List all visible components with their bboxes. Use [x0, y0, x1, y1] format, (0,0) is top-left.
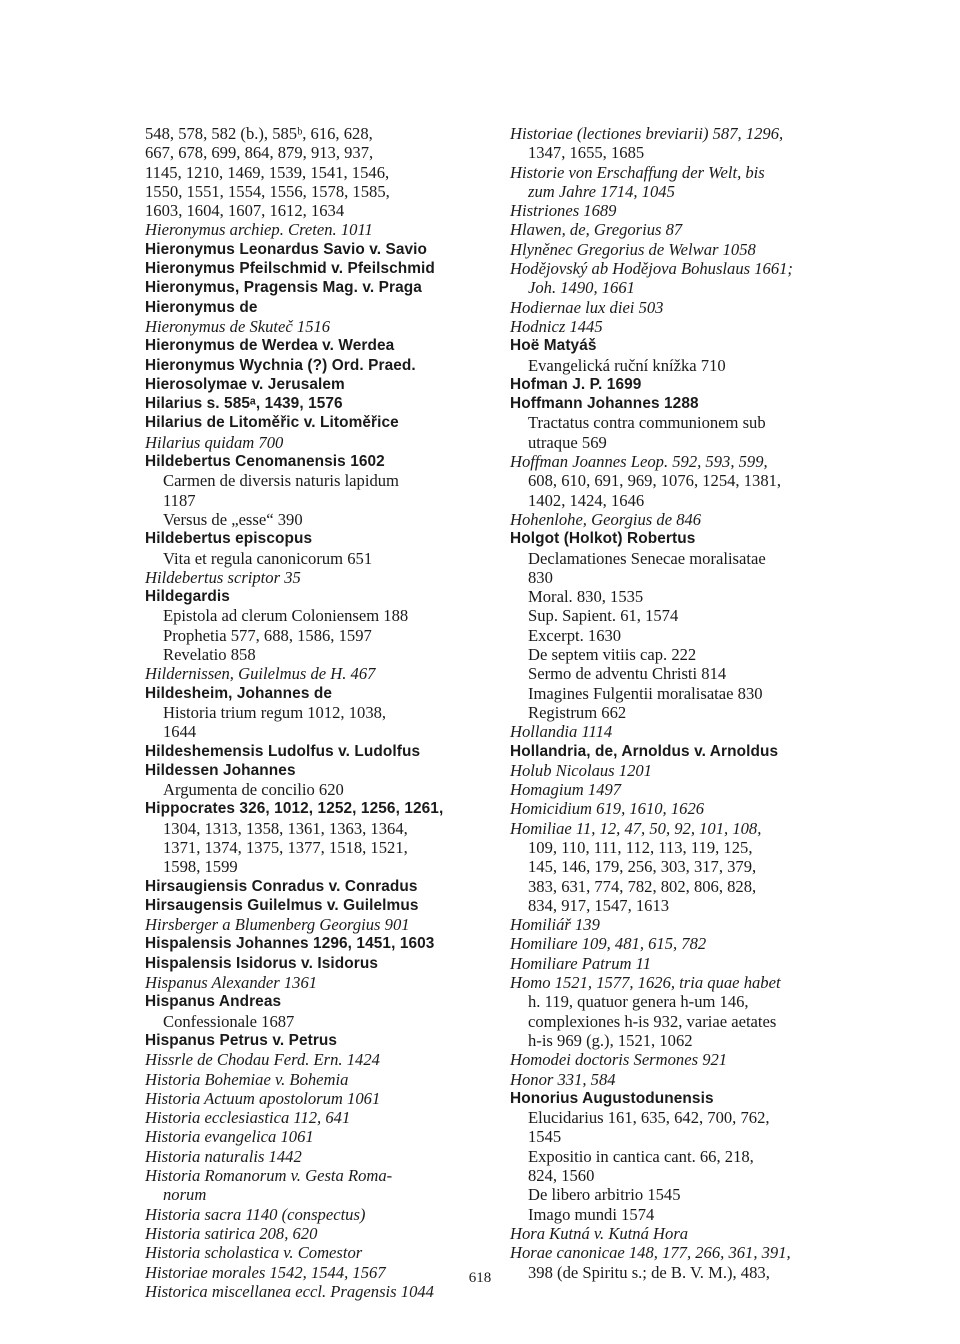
- index-subentry: Expositio in cantica cant. 66, 218,: [528, 1146, 754, 1166]
- index-subentry: Declamationes Senecae moralisatae: [528, 548, 766, 568]
- index-continuation: Joh. 1490, 1661: [528, 278, 635, 298]
- index-continuation: 608, 610, 691, 969, 1076, 1254, 1381,: [528, 471, 782, 491]
- index-continuation: 1598, 1599: [163, 857, 238, 877]
- index-subentry: 1644: [163, 722, 197, 742]
- index-heading-italic: Hoffman Joannes Leop. 592, 593, 599,: [510, 452, 768, 472]
- index-continuation: 1550, 1551, 1554, 1556, 1578, 1585,: [145, 181, 390, 201]
- index-continuation: complexiones h-is 932, variae aetates: [528, 1011, 777, 1031]
- index-continuation: 1371, 1374, 1375, 1377, 1518, 1521,: [163, 837, 408, 857]
- index-heading-italic: Historia naturalis 1442: [145, 1146, 302, 1166]
- index-heading-italic: Horae canonicae 148, 177, 266, 361, 391,: [510, 1243, 791, 1263]
- index-heading-italic: Holub Nicolaus 1201: [510, 760, 652, 780]
- index-continuation: 398 (de Spiritu s.; de B. V. M.), 483,: [528, 1262, 770, 1282]
- index-heading-italic: Historia evangelica 1061: [145, 1127, 314, 1147]
- index-heading-italic: Historie von Erschaffung der Welt, bis: [510, 162, 765, 182]
- index-subentry: Excerpt. 1630: [528, 625, 622, 645]
- index-heading-italic: Honor 331, 584: [510, 1069, 616, 1089]
- index-heading-bold: Hispanus Petrus v. Petrus: [145, 1031, 338, 1049]
- index-heading-italic: Hirsberger a Blumenberg Georgius 901: [145, 915, 410, 935]
- index-subentry: Registrum 662: [528, 702, 627, 722]
- index-heading-italic: Hodějovský ab Hodějova Bohuslaus 1661;: [510, 259, 793, 279]
- index-subentry: Sermo de adventu Christi 814: [528, 664, 727, 684]
- index-continuation: h-is 969 (g.), 1521, 1062: [528, 1030, 693, 1050]
- index-subentry: Vita et regula canonicorum 651: [163, 548, 373, 568]
- index-heading-italic: Historia sacra 1140 (conspectus): [145, 1204, 366, 1224]
- index-subentry: Prophetia 577, 688, 1586, 1597: [163, 625, 372, 645]
- index-heading-bold: Hispalensis Isidorus v. Isidorus: [145, 954, 378, 972]
- index-heading-bold: Hieronymus Wychnia (?) Ord. Praed.: [145, 356, 416, 374]
- index-subentry: Evangelická ruční knížka 710: [528, 355, 726, 375]
- index-subentry: Imagines Fulgentii moralisatae 830: [528, 683, 763, 703]
- index-subentry: Historia trium regum 1012, 1038,: [163, 702, 387, 722]
- index-continuation: 383, 631, 774, 782, 802, 806, 828,: [528, 876, 757, 896]
- index-heading-italic: Hieronymus archiep. Creten. 1011: [145, 220, 373, 240]
- index-subentry: Confessionale 1687: [163, 1011, 295, 1031]
- index-heading-bold: Hildegardis: [145, 588, 230, 606]
- index-heading-italic: Hollandia 1114: [510, 722, 613, 742]
- index-continuation: 1304, 1313, 1358, 1361, 1363, 1364,: [163, 818, 408, 838]
- index-heading-italic: Hodiernae lux diei 503: [510, 297, 664, 317]
- index-heading-bold: Hildeshemensis Ludolfus v. Ludolfus: [145, 742, 421, 760]
- index-heading-italic: Hildebertus scriptor 35: [145, 567, 301, 587]
- index-heading-italic: Histriones 1689: [510, 201, 617, 221]
- index-heading-italic: Homicidium 619, 1610, 1626: [510, 799, 705, 819]
- index-continuation: 667, 678, 699, 864, 879, 913, 937,: [145, 143, 374, 163]
- index-heading-italic: Hora Kutná v. Kutná Hora: [510, 1223, 689, 1243]
- index-heading-bold: Hieronymus Leonardus Savio v. Savio: [145, 240, 428, 258]
- index-heading-italic: Homiliae 11, 12, 47, 50, 92, 101, 108,: [510, 818, 762, 838]
- index-heading-italic: Historia satirica 208, 620: [145, 1223, 318, 1243]
- index-subentry: utraque 569: [528, 432, 607, 452]
- index-heading-bold: Hollandria, de, Arnoldus v. Arnoldus: [510, 742, 779, 760]
- index-heading-italic: Historia scholastica v. Comestor: [145, 1243, 363, 1263]
- index-heading-bold: Hildessen Johannes: [145, 761, 296, 779]
- index-continuation: 109, 110, 111, 112, 113, 119, 125,: [528, 837, 753, 857]
- index-heading-bold: Hilarius s. 585ᵃ, 1439, 1576: [145, 395, 343, 413]
- index-heading-bold: Hispalensis Johannes 1296, 1451, 1603: [145, 935, 435, 953]
- index-continuation: h. 119, quatuor genera h-um 146,: [528, 992, 749, 1012]
- left-column: [145, 124, 495, 1301]
- index-heading-italic: Homo 1521, 1577, 1626, tria quae habet: [510, 973, 781, 993]
- index-subentry: Versus de „esse“ 390: [163, 509, 303, 529]
- index-heading-italic: Hilarius quidam 700: [145, 432, 284, 452]
- index-continuation: 1347, 1655, 1685: [528, 143, 645, 163]
- index-subentry: Imago mundi 1574: [528, 1204, 655, 1224]
- index-heading-bold: Hippocrates 326, 1012, 1252, 1256, 1261,: [145, 800, 444, 818]
- index-heading-italic: Homagium 1497: [510, 780, 622, 800]
- index-heading-bold: Hildebertus episcopus: [145, 530, 313, 548]
- index-subentry: Epistola ad clerum Coloniensem 188: [163, 606, 409, 626]
- index-heading-italic: Homiliare Patrum 11: [510, 953, 652, 973]
- index-heading-bold: Hierosolymae v. Jerusalem: [145, 375, 345, 393]
- index-subentry: Elucidarius 161, 635, 642, 700, 762,: [528, 1108, 770, 1128]
- index-heading-italic: Homiliare 109, 481, 615, 782: [510, 934, 707, 954]
- index-continuation: 834, 917, 1547, 1613: [528, 895, 670, 915]
- index-subentry: Sup. Sapient. 61, 1574: [528, 606, 679, 626]
- index-heading-bold: Hoffmann Johannes 1288: [510, 395, 699, 413]
- index-heading-bold: Hofman J. P. 1699: [510, 375, 642, 393]
- index-heading-italic: Hlyněnec Gregorius de Welwar 1058: [510, 239, 756, 259]
- index-subentry: Tractatus contra communionem sub: [528, 413, 766, 433]
- index-continuation: norum: [163, 1185, 207, 1205]
- index-subentry: Carmen de diversis naturis lapidum: [163, 471, 399, 491]
- index-heading-bold: Hieronymus Pfeilschmid v. Pfeilschmid: [145, 260, 435, 278]
- page-number: 618: [468, 1270, 492, 1286]
- index-heading-bold: Hilarius de Litoměřic v. Litoměřice: [145, 414, 399, 432]
- index-subentry: 830: [528, 567, 553, 587]
- index-subentry: Argumenta de concilio 620: [163, 780, 344, 800]
- index-heading-italic: Hispanus Alexander 1361: [145, 973, 318, 993]
- index-subentry: 1187: [163, 490, 196, 510]
- index-continuation: 1145, 1210, 1469, 1539, 1541, 1546,: [145, 162, 390, 182]
- index-heading-italic: Historia Bohemiae v. Bohemia: [145, 1069, 349, 1089]
- index-heading-bold: Hieronymus de: [145, 298, 258, 316]
- index-heading-bold: Hildesheim, Johannes de: [145, 684, 333, 702]
- index-continuation: 1603, 1604, 1607, 1612, 1634: [145, 201, 345, 221]
- index-subentry: Moral. 830, 1535: [528, 587, 644, 607]
- index-heading-italic: Hodnicz 1445: [510, 316, 603, 336]
- index-subentry: Revelatio 858: [163, 645, 256, 665]
- right-column: [510, 124, 870, 1282]
- index-heading-italic: Historia ecclesiastica 112, 641: [145, 1108, 351, 1128]
- index-heading-italic: Hlawen, de, Gregorius 87: [510, 220, 683, 240]
- index-subentry: De septem vitiis cap. 222: [528, 645, 697, 665]
- index-heading-bold: Holgot (Holkot) Robertus: [510, 530, 696, 548]
- index-heading-italic: Historiae (lectiones breviarii) 587, 1296,: [510, 124, 784, 143]
- index-heading-italic: Historiae morales 1542, 1544, 1567: [145, 1262, 386, 1282]
- index-heading-italic: Hohenlohe, Georgius de 846: [510, 509, 702, 529]
- index-heading-bold: Hieronymus de Werdea v. Werdea: [145, 337, 395, 355]
- index-heading-bold: Hoë Matyáš: [510, 337, 597, 355]
- index-heading-bold: Hildebertus Cenomanensis 1602: [145, 453, 385, 471]
- index-subentry: 824, 1560: [528, 1166, 595, 1186]
- index-heading-italic: Historia Actuum apostolorum 1061: [145, 1088, 381, 1108]
- index-subentry: De libero arbitrio 1545: [528, 1185, 681, 1205]
- index-subentry: 1545: [528, 1127, 562, 1147]
- index-heading-bold: Hispanus Andreas: [145, 993, 282, 1011]
- index-heading-italic: Hissrle de Chodau Ferd. Ern. 1424: [145, 1050, 380, 1070]
- index-heading-bold: Honorius Augustodunensis: [510, 1089, 714, 1107]
- index-continuation: 548, 578, 582 (b.), 585ᵇ, 616, 628,: [145, 124, 373, 143]
- index-continuation: 145, 146, 179, 256, 303, 317, 379,: [528, 857, 757, 877]
- index-heading-italic: Historica miscellanea eccl. Pragensis 1044: [145, 1281, 434, 1301]
- index-continuation: 1402, 1424, 1646: [528, 490, 645, 510]
- index-heading-italic: Hildernissen, Guilelmus de H. 467: [145, 664, 376, 684]
- index-continuation: zum Jahre 1714, 1045: [528, 181, 675, 201]
- index-heading-italic: Homodei doctoris Sermones 921: [510, 1050, 728, 1070]
- index-heading-bold: Hirsaugensis Guilelmus v. Guilelmus: [145, 896, 419, 914]
- index-heading-italic: Hieronymus de Skuteč 1516: [145, 316, 331, 336]
- index-heading-italic: Historia Romanorum v. Gesta Roma-: [145, 1166, 393, 1186]
- index-heading-bold: Hieronymus, Pragensis Mag. v. Praga: [145, 279, 422, 297]
- index-heading-bold: Hirsaugiensis Conradus v. Conradus: [145, 877, 418, 895]
- index-heading-italic: Homiliář 139: [510, 915, 600, 935]
